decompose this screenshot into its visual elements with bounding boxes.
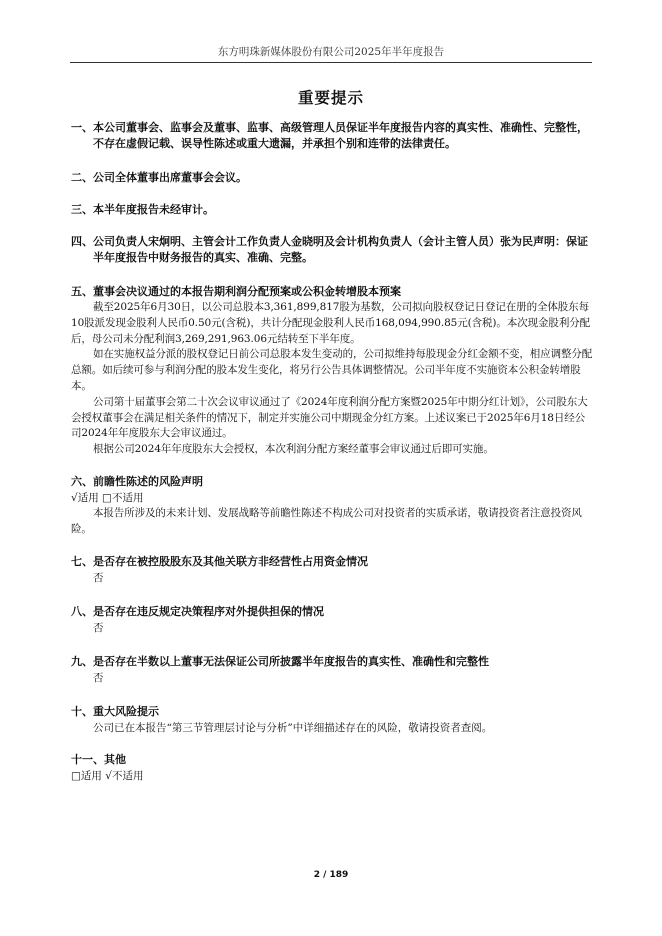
section-number: 八、 xyxy=(71,604,93,618)
running-header: 东方明珠新媒体股份有限公司2025年半年度报告 xyxy=(217,46,445,58)
answer-text: 否 xyxy=(93,571,104,584)
section-4 xyxy=(71,234,593,266)
paragraph: 公司第十届董事会第二十次会议审议通过了《2024年度利润分配方案暨2025年中期分红计划》，公司股东大会授权董事会在满足相关条件的情况下，制定并实施公司中期现金分红方案。上述议案已于2025年6月18日经公司2024年年度股东大会审议通过。 xyxy=(71,395,588,440)
section-number: 七、 xyxy=(71,554,93,568)
section-7 xyxy=(71,554,593,586)
paragraph: 如在实施权益分派的股权登记日前公司总股本发生变动的，公司拟维持每股现金分红金额不变，相应调整分配总额。如后续可参与利润分配的股本发生变化，将另行公告具体调整情况。公司半年度不实施资本公积金转增股本。 xyxy=(71,348,593,392)
section-heading xyxy=(71,234,593,266)
paragraph: 截至2025年6月30日，以公司总股本3,361,899,817股为基数，公司拟向股权登记日登记在册的全体股东每10股派发现金股利人民币0.50元(含税)，共计分配现金股利人民币168,094,990.85元(含税)。本次现金股利分配后，母公司未分配利润3,269,291,963.06元结转至下半年度。 xyxy=(71,301,591,345)
section-title: 公司负责人宋炯明、主管会计工作负责人金晓明及会计机构负责人（会计主管人员）张为民声明：保证半年度报告中财务报告的真实、准确、完整。 xyxy=(93,235,588,264)
document-body xyxy=(71,120,593,784)
section-title: 是否存在违反规定决策程序对外提供担保的情况 xyxy=(93,604,324,618)
section-10 xyxy=(71,704,593,736)
section-heading xyxy=(71,604,593,620)
section-heading xyxy=(71,202,593,218)
section-number: 三、 xyxy=(71,203,93,216)
section-6 xyxy=(71,474,593,538)
paragraph: 本报告所涉及的未来计划、发展战略等前瞻性陈述不构成公司对投资者的实质承诺，敬请投资者注意投资风险。 xyxy=(71,506,582,535)
section-title: 前瞻性陈述的风险声明 xyxy=(93,474,203,488)
section-5 xyxy=(71,284,593,458)
section-heading xyxy=(71,752,593,768)
section-number: 二、 xyxy=(71,171,93,184)
section-title: 本公司董事会、监事会及董事、监事、高级管理人员保证半年度报告内容的真实性、准确性、完整性，不存在虚假记载、误导性陈述或重大遗漏，并承担个别和连带的法律责任。 xyxy=(93,121,588,150)
section-title: 是否存在半数以上董事无法保证公司所披露半年度报告的真实性、准确性和完整性 xyxy=(93,654,489,668)
section-title: 董事会决议通过的本报告期利润分配预案或公积金转增股本预案 xyxy=(93,285,401,298)
section-11 xyxy=(71,752,593,784)
section-number: 一、 xyxy=(71,121,93,134)
section-number: 四、 xyxy=(71,235,93,248)
section-number: 十、 xyxy=(71,704,93,718)
answer-text: 公司已在本报告“第三节管理层讨论与分析”中详细描述存在的风险，敬请投资者查阅。 xyxy=(93,721,493,734)
section-number: 十一、 xyxy=(71,752,104,766)
section-title: 是否存在被控股股东及其他关联方非经营性占用资金情况 xyxy=(93,554,368,568)
section-heading xyxy=(71,474,593,490)
section-number: 六、 xyxy=(71,474,93,488)
section-number: 九、 xyxy=(71,654,93,668)
answer-text: 否 xyxy=(93,621,104,634)
section-heading xyxy=(71,554,593,570)
section-heading xyxy=(71,284,593,300)
section-number: 五、 xyxy=(71,285,93,298)
section-9 xyxy=(71,654,593,686)
page-number: 2 / 189 xyxy=(313,870,349,880)
section-1 xyxy=(71,120,593,152)
applicability-option: □适用 √不适用 xyxy=(71,769,144,782)
section-8 xyxy=(71,604,593,636)
applicability-option: √适用 □不适用 xyxy=(71,491,144,504)
page-title: 重要提示 xyxy=(297,88,364,107)
answer-text: 否 xyxy=(93,671,104,684)
paragraph: 根据公司2024年年度股东大会授权，本次利润分配方案经董事会审议通过后即可实施。 xyxy=(93,443,494,456)
section-heading xyxy=(71,120,593,152)
section-title: 其他 xyxy=(104,752,126,766)
section-title: 公司全体董事出席董事会会议。 xyxy=(93,171,247,184)
section-2 xyxy=(71,170,593,186)
section-heading xyxy=(71,654,593,670)
header-rule xyxy=(70,62,592,63)
section-3 xyxy=(71,202,593,218)
section-heading xyxy=(71,170,593,186)
section-title: 重大风险提示 xyxy=(93,704,159,718)
section-heading xyxy=(71,704,593,720)
section-title: 本半年度报告未经审计。 xyxy=(93,203,214,216)
